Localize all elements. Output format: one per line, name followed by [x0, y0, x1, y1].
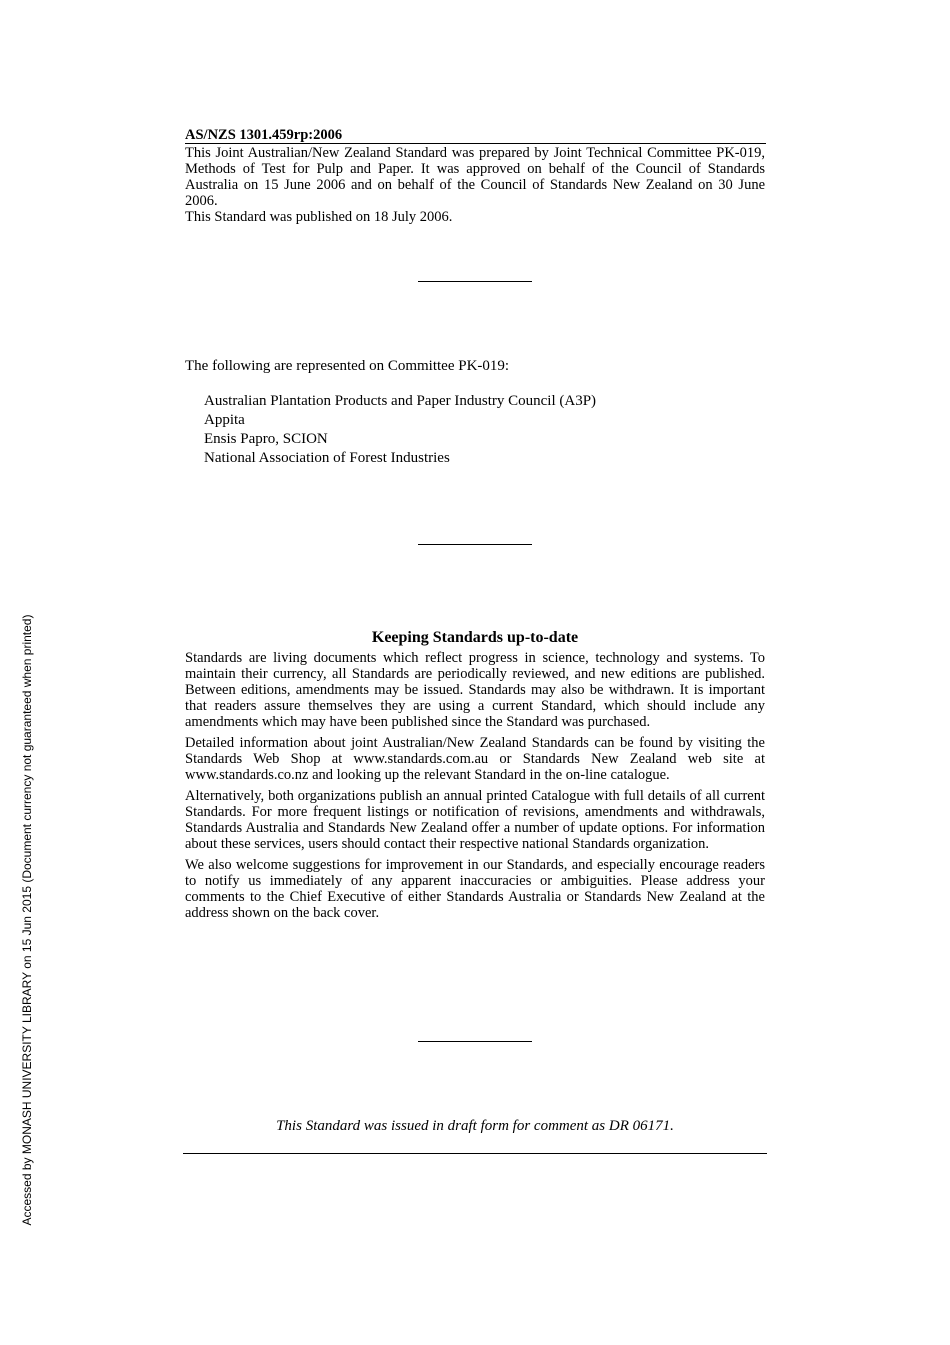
committee-member-list: [204, 392, 596, 468]
keeping-paragraph: Standards are living documents which reflect progress in science, technology and systems. To maintain their currency, all Standards are periodically reviewed, and new editions are published. Between editions, amendments may be issued. Standards may also be withdrawn. It is important that readers assure themselves they are using a current Standard, which should include any amendments which may have been published since the Standard was purchased.: [185, 650, 765, 730]
bottom-rule: [183, 1153, 767, 1154]
preparation-text: This Joint Australian/New Zealand Standard was prepared by Joint Technical Committee PK-019, Methods of Test for Pulp and Paper. It was approved on behalf of the Council of Standards Australia on 15 June 2006 and on behalf of the Council of Standards New Zealand on 30 June 2006.: [185, 145, 765, 209]
keeping-paragraph: We also welcome suggestions for improvement in our Standards, and especially encourage readers to notify us immediately of any apparent inaccuracies or ambiguities. Please address your comments to the Chief Executive of either Standards Australia or Standards New Zealand at the address shown on the back cover.: [185, 857, 765, 921]
committee-member: Ensis Papro, SCION: [204, 431, 328, 447]
committee-intro: The following are represented on Committee PK-019:: [185, 358, 510, 374]
keeping-up-to-date-body: [185, 650, 765, 926]
standard-number: AS/NZS 1301.459rp:2006: [185, 127, 766, 144]
access-watermark: Accessed by MONASH UNIVERSITY LIBRARY on 15 Jun 2015 (Document currency not guaranteed when printed): [20, 614, 34, 1226]
committee-member: Australian Plantation Products and Paper Industry Council (A3P): [204, 393, 597, 409]
preparation-block: [185, 145, 765, 225]
section-divider: [418, 1041, 532, 1042]
keeping-paragraph: Alternatively, both organizations publish an annual printed Catalogue with full details of all current Standards. For more frequent listings or notification of revisions, amendments and withdrawals, Standards Australia and Standards New Zealand offer a number of update options. For information about these services, users should contact their respective national Standards organization.: [185, 788, 765, 852]
draft-note: This Standard was issued in draft form for comment as DR 06171.: [276, 1118, 674, 1134]
committee-intro-block: [185, 357, 765, 375]
publication-date: This Standard was published on 18 July 2006.: [185, 209, 453, 225]
keeping-up-to-date-heading: Keeping Standards up-to-date: [371, 629, 579, 646]
committee-member: National Association of Forest Industries: [204, 450, 450, 466]
committee-member: Appita: [204, 412, 245, 428]
section-divider: [418, 281, 532, 282]
section-divider: [418, 544, 532, 545]
keeping-paragraph: Detailed information about joint Australian/New Zealand Standards can be found by visiting the Standards Web Shop at www.standards.com.au or Standards New Zealand web site at www.standards.co.nz and looking up the relevant Standard in the on-line catalogue.: [185, 735, 765, 783]
